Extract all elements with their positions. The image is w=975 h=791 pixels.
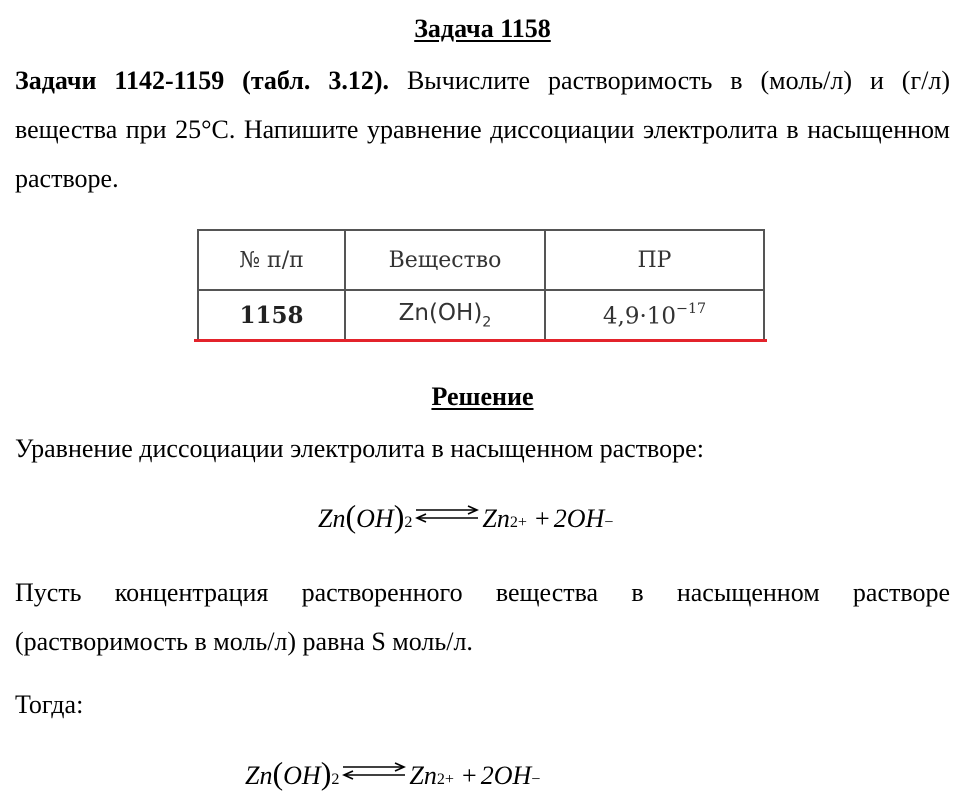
table-cell-number: 1158 [198, 290, 345, 340]
table-header-number: № п/п [198, 230, 345, 290]
eq2-product-zinc-charge: 2+ [436, 771, 455, 788]
eq-reactant-metal: Zn [318, 504, 346, 533]
eq2-reactant-metal: Zn [245, 761, 273, 790]
table-cell-substance [345, 290, 545, 340]
solution-heading: Решение [431, 382, 534, 411]
eq2-open-paren: ( [272, 755, 284, 791]
problem-text: Вычислите растворимость в (моль/л) и (г/л) вещества при 25°С. Напишите уравнение диссоциации электролита в насыщенном растворе. [15, 66, 950, 193]
pr-exponent: −17 [676, 300, 707, 317]
eq-product-zinc-charge: 2+ [509, 514, 528, 531]
eq-product-hydroxide: 2OH [553, 504, 605, 533]
eq2-reactant-subscript: 2 [331, 771, 340, 788]
dissociation-equation-2 [245, 757, 540, 791]
table-header-substance: Вещество [345, 230, 545, 290]
problem-statement [15, 56, 950, 203]
eq2-plus: + [462, 761, 477, 790]
eq-plus: + [535, 504, 550, 533]
eq2-product-hydroxide-charge: − [531, 771, 541, 788]
eq-reactant-hydroxide: OH [356, 504, 394, 533]
eq-product-hydroxide-charge: − [604, 514, 614, 531]
problem-lead: Задачи 1142-1159 (табл. 3.12). [15, 66, 389, 95]
table-red-underline [194, 339, 767, 342]
eq2-product-hydroxide: 2OH [480, 761, 532, 790]
eq-close-paren: ) [393, 498, 405, 534]
equilibrium-arrow-icon [414, 505, 480, 523]
solution-paragraph-2: Пусть концентрация растворенного вещества в насыщенном растворе (растворимость в моль/л) равна S моль/л. [15, 578, 950, 656]
equilibrium-arrow-icon [341, 762, 407, 780]
eq2-reactant-hydroxide: OH [283, 761, 321, 790]
data-table [197, 229, 765, 341]
solution-paragraph-3: Тогда: [15, 690, 84, 719]
eq-open-paren: ( [345, 498, 357, 534]
eq-product-zinc: Zn [482, 504, 510, 533]
eq2-close-paren: ) [320, 755, 332, 791]
problem-title: Задача 1158 [414, 14, 551, 43]
eq2-product-zinc: Zn [409, 761, 437, 790]
eq-reactant-subscript: 2 [404, 514, 413, 531]
table-header-row [198, 230, 764, 290]
substance-formula: Zn(OH) [398, 299, 483, 326]
substance-subscript: 2 [482, 314, 492, 331]
solution-paragraph-1: Уравнение диссоциации электролита в насыщенном растворе: [15, 434, 704, 463]
dissociation-equation [318, 500, 613, 534]
pr-base: 4,9·10 [602, 303, 677, 330]
table-cell-pr [545, 290, 764, 340]
table-header-pr: ПР [545, 230, 764, 290]
table-row [198, 290, 764, 340]
